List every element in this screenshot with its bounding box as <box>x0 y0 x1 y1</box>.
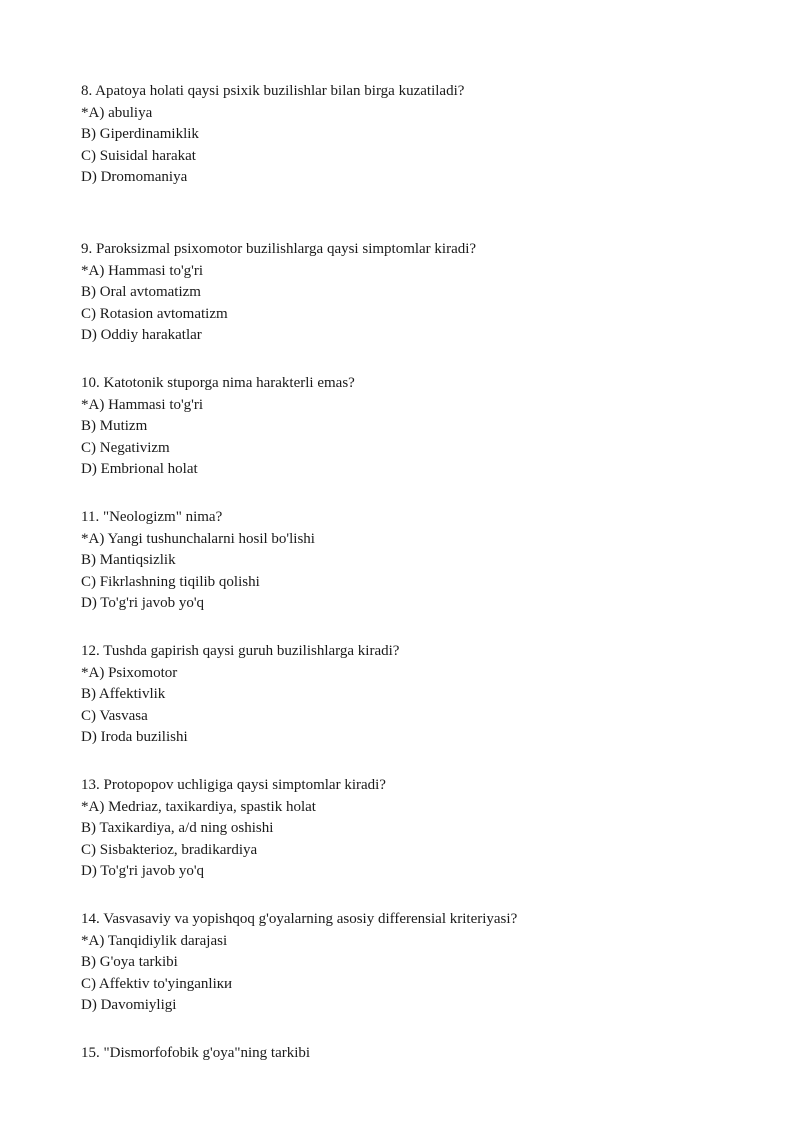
answer-option-a: *A) Hammasi to'g'ri <box>81 262 204 279</box>
answer-option-a: *A) Medriaz, taxikardiya, spastik holat <box>81 798 316 815</box>
question-text: 9. Paroksizmal psixomotor buzilishlarga qaysi simptomlar kiradi? <box>81 241 477 257</box>
answer-option-c: C) Sisbakterioz, bradikardiya <box>81 841 258 858</box>
question-block-10 <box>81 373 761 481</box>
answer-option-a: *A) Psixomotor <box>81 664 178 681</box>
answer-option-c: C) Affektiv to'yinganliки <box>81 975 233 992</box>
answer-option-d: D) Embrional holat <box>81 461 198 477</box>
answer-option-d: D) Davomiyligi <box>81 997 177 1013</box>
answer-option-c: C) Suisidal harakat <box>81 147 196 164</box>
answer-option-d: D) Iroda buzilishi <box>81 729 188 745</box>
answer-option-a: *A) Tanqidiylik darajasi <box>81 932 228 949</box>
answer-option-d: D) Oddiy harakatlar <box>81 327 202 343</box>
answer-option-c: C) Negativizm <box>81 439 170 456</box>
answer-option-b: B) Taxikardiya, a/d ning oshishi <box>81 820 274 836</box>
question-text: 13. Protopopov uchligiga qaysi simptomlar kiradi? <box>81 777 386 793</box>
question-text: 14. Vasvasaviy va yopishqoq g'oyalarning asosiy differensial kriteriyasi? <box>81 911 518 927</box>
answer-option-a: *A) abuliya <box>81 104 153 121</box>
answer-option-d: D) To'g'ri javob yo'q <box>81 863 205 879</box>
answer-option-a: *A) Yangi tushunchalarni hosil bo'lishi <box>81 530 315 547</box>
question-text: 15. "Dismorfofobik g'oya"ning tarkibi <box>81 1045 311 1061</box>
answer-option-b: B) Giperdinamiklik <box>81 126 199 142</box>
question-block-9 <box>81 239 761 347</box>
answer-option-b: B) Affektivlik <box>81 686 166 702</box>
question-block-12 <box>81 641 761 749</box>
question-block-13 <box>81 775 761 883</box>
answer-option-d: D) To'g'ri javob yo'q <box>81 595 205 611</box>
question-block-8 <box>81 81 761 189</box>
question-text: 11. "Neologizm" nima? <box>81 509 223 525</box>
answer-option-a: *A) Hammasi to'g'ri <box>81 396 204 413</box>
answer-option-d: D) Dromomaniya <box>81 169 188 185</box>
answer-option-b: B) Mutizm <box>81 418 148 434</box>
answer-option-c: C) Vasvasa <box>81 707 148 724</box>
question-block-11 <box>81 507 761 615</box>
answer-option-c: C) Rotasion avtomatizm <box>81 305 228 322</box>
question-text: 8. Apatoya holati qaysi psixik buzilishlar bilan birga kuzatiladi? <box>81 83 465 99</box>
question-text: 10. Katotonik stuporga nima harakterli emas? <box>81 375 355 391</box>
answer-option-b: B) G'oya tarkibi <box>81 954 178 970</box>
answer-option-b: B) Oral avtomatizm <box>81 284 201 300</box>
answer-option-b: B) Mantiqsizlik <box>81 552 176 568</box>
question-text: 12. Tushda gapirish qaysi guruh buzilishlarga kiradi? <box>81 643 400 659</box>
question-block-14 <box>81 909 761 1017</box>
answer-option-c: C) Fikrlashning tiqilib qolishi <box>81 573 260 590</box>
question-block-15 <box>81 1043 761 1065</box>
